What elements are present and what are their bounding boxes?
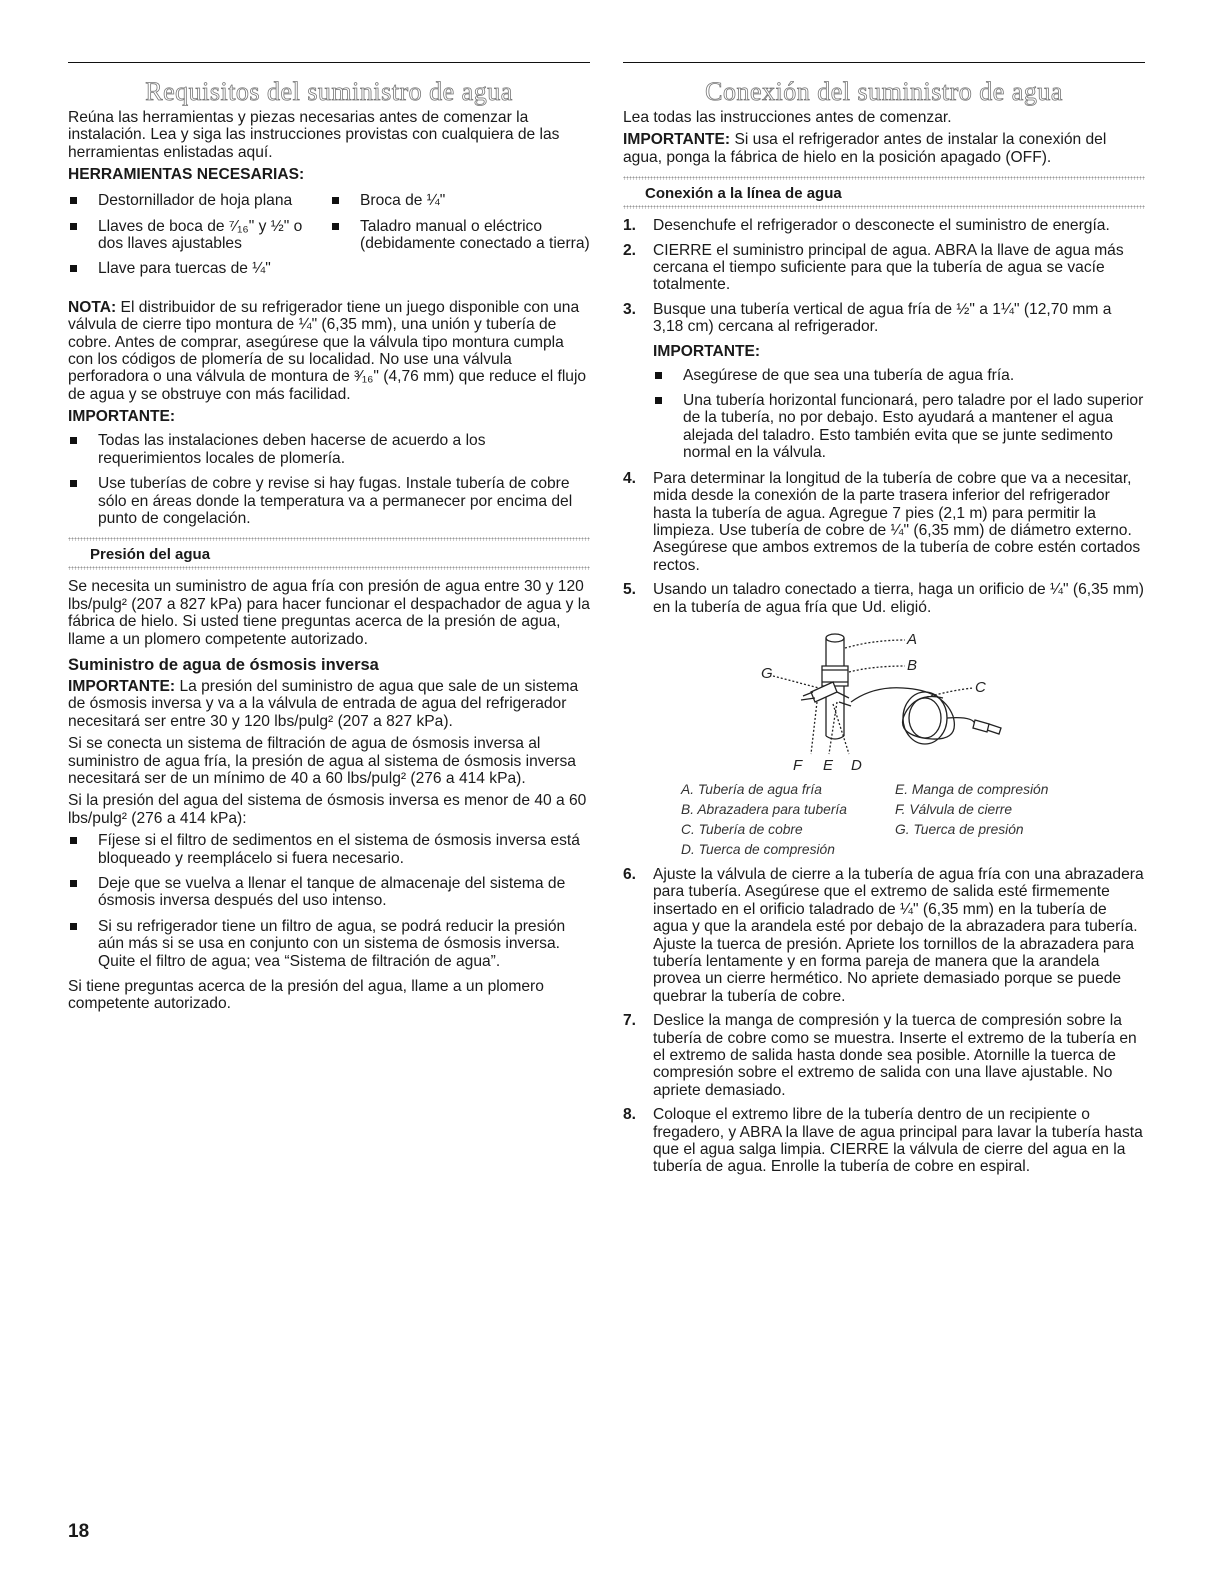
legend-item: G. Tuerca de presión [895, 821, 1024, 837]
ro-important-paragraph [68, 678, 590, 730]
ro-important-label: IMPORTANTE: [68, 677, 176, 695]
steps-list [623, 217, 1145, 335]
step-item [623, 581, 1145, 616]
list-item: Deje que se vuelva a llenar el tanque de almacenaje del sistema de ósmosis inversa después del uso intenso. [68, 875, 590, 910]
label-b: B [907, 656, 918, 674]
list-item: Fíjese si el filtro de sedimentos en el sistema de ósmosis inversa está bloqueado y reemplácelo si fuera necesario. [68, 832, 590, 867]
pipe-bottom [826, 736, 844, 739]
step-text: Deslice la manga de compresión y la tuerca de compresión sobre la tubería de cobre como se muestra. Inserte el extremo de la tubería en el extremo de salida hasta donde sea posible. Atornille la tuerca de compresión sobre el extremo de salida con una llave ajustable. No apriete demasiado. [653, 1012, 1137, 1099]
tubing-coil [909, 698, 941, 738]
step-number: 6. [623, 865, 637, 883]
legend-item: A. Tubería de agua fría [681, 781, 822, 797]
step-text: Usando un taladro conectado a tierra, haga un orificio de ¼" (6,35 mm) en la tubería de agua fría que Ud. eligió. [653, 581, 1144, 616]
legend-item: D. Tuerca de compresión [681, 841, 835, 857]
step-item [623, 217, 1145, 234]
tubing-fitting [973, 720, 989, 732]
list-item: Si su refrigerador tiene un filtro de agua, se podrá reducir la presión aún más si se usa en conjunto con un sistema de ósmosis inversa. Quite el filtro de agua; vea “Sistema de filtración de agua”. [68, 918, 590, 970]
list-item: Broca de ¼" [330, 192, 590, 209]
pressure-subhead [68, 537, 590, 570]
legend-item [895, 840, 1105, 860]
leader-b [849, 666, 905, 672]
dotted-rule [68, 566, 590, 570]
list-item: Llaves de boca de ⁷⁄₁₆" y ½" o dos llaves ajustables [68, 218, 330, 253]
step-text: Desenchufe el refrigerador o desconecte el suministro de energía. [653, 217, 1110, 235]
list-item: Asegúrese de que sea una tubería de agua fría. [653, 367, 1145, 384]
step-text: Para determinar la longitud de la tubería de cobre que va a necesitar, mida desde la conexión de la parte trasera inferior del refrigerador hasta la tubería de agua. Agregue 7 pies (2,1 m) para permitir la limpieza. Use tubería de cobre de ¼" (6,35 mm) de diámetro externo. Asegúrese que ambos extremos de la tubería de cobre estén cortados rectos. [653, 469, 1141, 574]
note-paragraph [68, 299, 590, 403]
ro-heading: Suministro de agua de ósmosis inversa [68, 655, 379, 674]
steps-list [623, 866, 1145, 1176]
important-label: IMPORTANTE: [623, 131, 731, 149]
step-item [623, 242, 1145, 294]
section-title: Requisitos del suministro de agua [145, 77, 513, 106]
step-item [623, 1012, 1145, 1099]
list-item: Taladro manual o eléctrico (debidamente conectado a tierra) [330, 218, 590, 253]
tools-column-2 [330, 192, 590, 286]
step3-important-heading: IMPORTANTE: [653, 342, 761, 360]
right-column [623, 62, 1145, 1183]
pressure-heading: Presión del agua [90, 546, 211, 564]
legend-item: E. Manga de compresión [895, 781, 1049, 797]
page-number: 18 [68, 1521, 90, 1542]
legend-item: F. Válvula de cierre [895, 801, 1013, 817]
pressure-text: Se necesita un suministro de agua fría con presión de agua entre 30 y 120 lbs/pulg² (207 a 827 kPa) para hacer funcionar el despachador de agua y la fábrica de hielo. Si usted tiene preguntas acerca de la presión de agua, llame a un plomero competente autorizado. [68, 578, 590, 648]
step-number: 2. [623, 241, 637, 259]
step-number: 7. [623, 1012, 637, 1030]
ro-important-text: La presión del suministro de agua que sale de un sistema de ósmosis inversa y va a la válvula de entrada de agua del refrigerador necesitará ser entre 30 y 120 lbs/pulg² (207 a 827 kPa). [68, 677, 579, 730]
connection-subhead [623, 176, 1145, 209]
left-column [68, 62, 590, 1018]
step-text: Coloque el extremo libre de la tubería dentro de un recipiente o fregadero, y ABRA la llave de agua principal para lavar la tubería hasta que el agua salga limpia. CIERRE la válvula de cierre del agua en la tubería de agua. Enrolle la tubería de cobre en espiral. [653, 1106, 1143, 1176]
important-list [68, 432, 590, 527]
list-item: Una tubería horizontal funcionará, pero taladre por el lado superior de la tubería, no por debajo. Esto ayudará a mantener el agua alejada del taladro. Esto también evita que se junte sedimento normal en la válvula. [653, 392, 1145, 462]
legend-item: C. Tubería de cobre [681, 821, 803, 837]
tubing-end [947, 718, 975, 724]
label-f: F [793, 756, 803, 774]
dotted-rule [623, 205, 1145, 209]
step-item [623, 866, 1145, 1005]
ro-list [68, 832, 590, 970]
important-heading: IMPORTANTE: [68, 408, 176, 426]
tools-column-1 [68, 192, 330, 286]
pipe-top [826, 634, 844, 642]
legend-item: B. Abrazadera para tubería [681, 801, 847, 817]
note-label: NOTA: [68, 298, 117, 316]
leader-g [773, 676, 819, 688]
step3-important [623, 343, 1145, 462]
tools-heading: HERRAMIENTAS NECESARIAS: [68, 166, 305, 184]
note-text: El distribuidor de su refrigerador tiene un juego disponible con una válvula de cierre tipo montura de ¼" (6,35 mm), una unión y tubería de cobre. Antes de comprar, asegúrese que la válvula tipo montura cumpla con los códigos de plomería de su localidad. No use una válvula perforadora o una válvula de montura de ³⁄₁₆" (4,76 mm) que reduce el flujo de agua y se obstruye con más facilidad. [68, 298, 587, 403]
connection-heading: Conexión a la línea de agua [645, 185, 842, 203]
step-number: 3. [623, 300, 637, 318]
pipe-illustration [623, 626, 1145, 774]
pipe-connection-figure [623, 626, 1145, 774]
step-item [623, 470, 1145, 574]
step-number: 1. [623, 217, 637, 235]
label-d: D [851, 756, 862, 774]
step-item [623, 301, 1145, 336]
steps-list [623, 470, 1145, 616]
ro-paragraph-3: Si la presión del agua del sistema de ósmosis inversa es menor de 40 a 60 lbs/pulg² (276 a 414 kPa): [68, 792, 587, 827]
section-title: Conexión del suministro de agua [705, 77, 1063, 106]
ro-paragraph-2: Si se conecta un sistema de filtración de agua de ósmosis inversa al suministro de agua fría, la presión de agua al sistema de ósmosis inversa necesitará ser de un mínimo de 40 a 60 lbs/pulg² (276 a 414 kPa). [68, 735, 576, 787]
leader-e [829, 702, 837, 754]
label-c: C [975, 678, 986, 696]
figure-legend [681, 780, 1145, 860]
label-g: G [761, 664, 773, 682]
intro-text: Reúna las herramientas y piezas necesarias antes de comenzar la instalación. Lea y siga las instrucciones provistas con cualquiera de las herramientas enlistadas aquí. [68, 109, 560, 161]
step-number: 4. [623, 469, 637, 487]
top-rule [68, 62, 590, 63]
list-item: Use tuberías de cobre y revise si hay fugas. Instale tubería de cobre sólo en áreas donde la temperatura va a permanecer por encima del punto de congelación. [68, 475, 590, 527]
step-text: Busque una tubería vertical de agua fría de ½" a 1¼" (12,70 mm a 3,18 cm) cercana al refrigerador. [653, 300, 1112, 336]
important-text: Si usa el refrigerador antes de instalar la conexión del agua, ponga la fábrica de hielo en la posición apagado (OFF). [623, 131, 1107, 166]
ro-closing: Si tiene preguntas acerca de la presión del agua, llame a un plomero competente autorizado. [68, 978, 544, 1013]
list-item: Destornillador de hoja plana [68, 192, 330, 209]
list-item: Llave para tuercas de ¼" [68, 260, 330, 277]
step-number: 8. [623, 1106, 637, 1124]
step-text: Ajuste la válvula de cierre a la tubería de agua fría con una abrazadera para tubería. Asegúrese que el extremo de salida esté firmemente insertado en el orificio taladrado de ¼" (6,35 mm) en la tubería de agua y que la arandela esté por debajo de la abrazadera para tubería. Ajuste la tuerca de presión. Apriete los tornillos de la abrazadera para tubería lentamente y en forma pareja de manera que la arandela provea un cierre hermético. No apriete demasiado porque se puede quebrar la tubería de cobre. [653, 865, 1144, 1005]
step-item [623, 1106, 1145, 1176]
tools-list [68, 192, 590, 291]
leader-a [845, 640, 905, 648]
label-e: E [823, 756, 834, 774]
important-paragraph [623, 131, 1145, 166]
pipe-clamp [822, 666, 848, 686]
top-rule [623, 62, 1145, 63]
label-a: A [907, 630, 918, 648]
step3-list [653, 367, 1145, 462]
step-number: 5. [623, 581, 637, 599]
step-text: CIERRE el suministro principal de agua. ABRA la llave de agua más cercana el tiempo suficiente para que la tubería de agua se vacíe totalmente. [653, 241, 1124, 294]
leader-f [811, 702, 817, 754]
list-item: Todas las instalaciones deben hacerse de acuerdo a los requerimientos locales de plomería. [68, 432, 590, 467]
intro-text: Lea todas las instrucciones antes de comenzar. [623, 109, 952, 126]
